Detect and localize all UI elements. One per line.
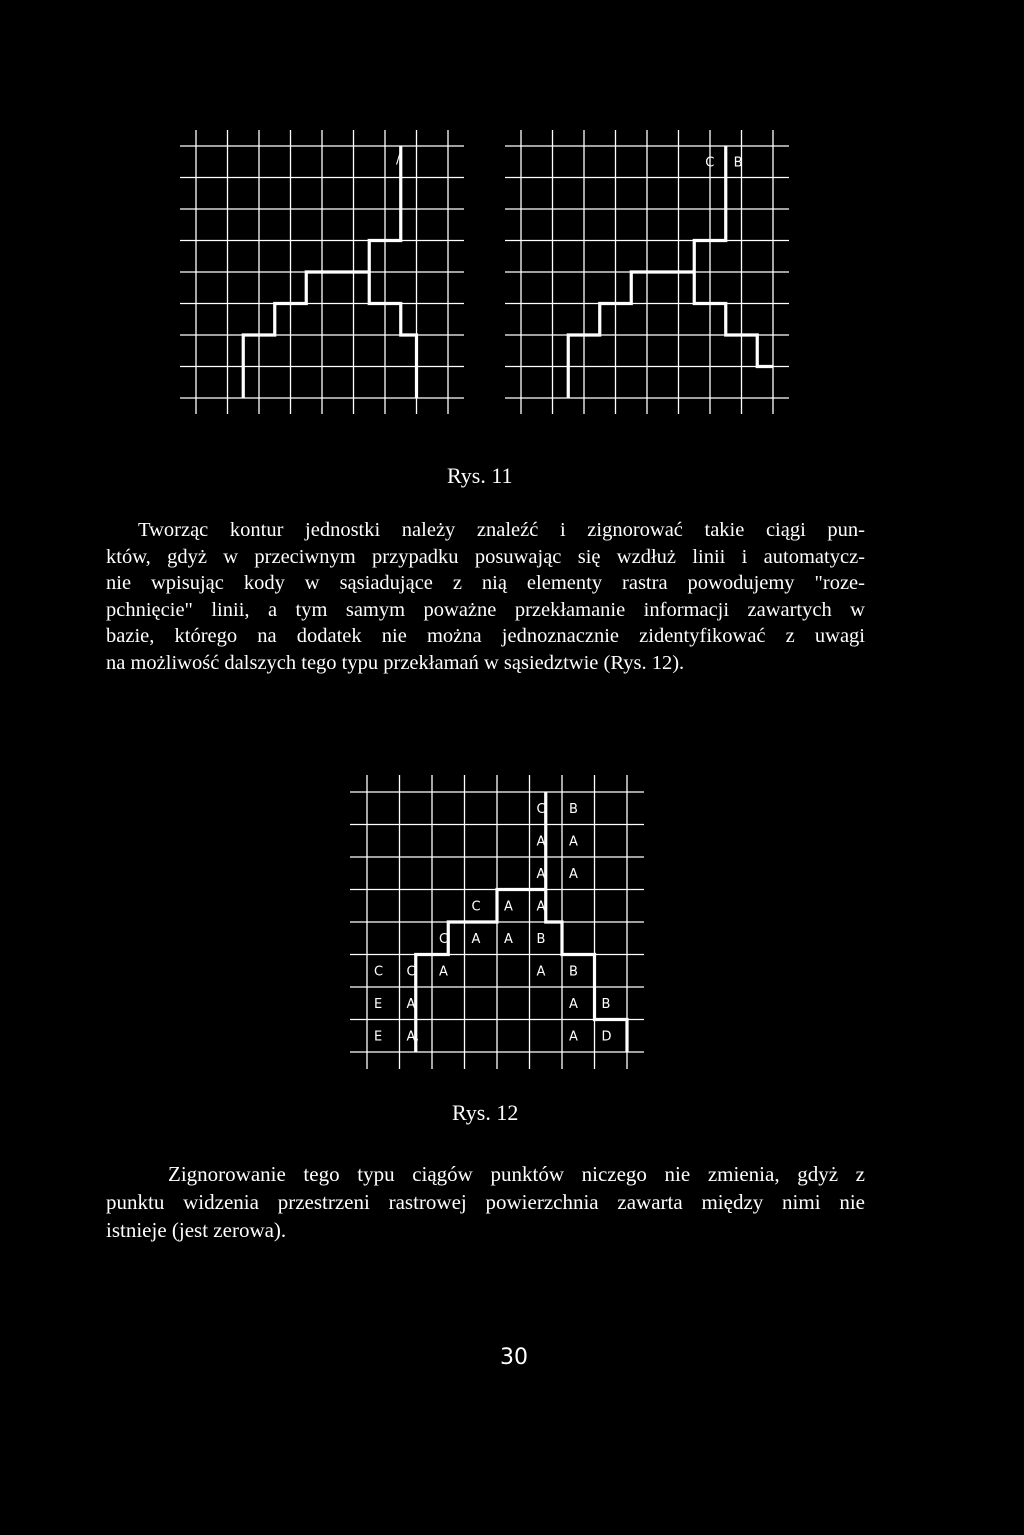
figure-12-grid [350,775,645,1070]
cell-code-label: A [569,1029,578,1045]
cell-code-label: E [374,997,383,1012]
figure-12-caption: Rys. 12 [452,1100,519,1125]
paragraph-1-line: któw, gdyż w przeciwnym przypadku posuwając się wzdłuż linii i automatycz- [106,545,865,568]
paragraph-2-line: punktu widzenia przestrzeni rastrowej powierzchnia zawarta między nimi nie [106,1190,865,1214]
paragraph-1-line: nie wpisując kody w sąsiadujące z nią elementy rastra powodujemy "roze- [106,572,865,594]
figure-11-right-grid-svg [505,130,790,415]
cell-code-label: E [374,1029,383,1045]
cell-code-label: C [374,964,384,980]
cell-code-label: D [601,1029,612,1045]
cell-code-label: A [504,932,513,947]
paragraph-2 [106,1160,865,1244]
cell-code-label: A [569,997,578,1012]
contour-line [694,146,773,367]
cell-label: B [733,155,743,171]
cell-code-label: C [439,932,449,947]
cell-code-label: C [406,964,416,980]
page-number: 30 [500,1345,528,1370]
paragraph-1 [106,517,865,676]
figure-11-left-grid-svg [180,130,465,415]
cell-code-label: A [439,964,448,980]
cell-label: C [705,155,715,171]
paragraph-2-line: Zignorowanie tego typu ciągów punktów niczego nie zmienia, gdyż z [168,1162,865,1186]
cell-code-label: A [569,867,578,882]
paragraph-1-line: Tworząc kontur jednostki należy znaleźć i zignorować takie ciągi pun- [138,519,865,541]
cell-code-label: A [536,899,546,915]
slash-label: / [396,152,401,168]
cell-code-label: B [601,997,611,1012]
cell-code-label: B [569,802,578,817]
paragraph-2-line: istnieje (jest zerowa). [106,1218,287,1242]
figure-11-left-grid [180,130,465,415]
cell-code-label: C [536,802,546,817]
cell-code-label: B [569,964,578,980]
figure-12-grid-svg [350,775,645,1070]
cell-code-label: A [569,834,578,850]
contour-line [416,890,546,1053]
paragraph-1-line: na możliwość dalszych tego typu przekłamań w sąsiedztwie (Rys. 12). [106,651,685,674]
cell-code-label: C [471,899,481,915]
cell-code-label: A [536,834,546,850]
cell-code-label: A [471,932,481,947]
paragraph-1-line: bazie, którego na dodatek nie można jednoznacznie zidentyfikować z uwagi [106,625,865,647]
cell-code-label: A [504,899,513,915]
paragraph-1-line: pchnięcie" linii, a tym samym poważne przekłamanie informacji zawartych w [106,598,865,621]
figure-11-caption: Rys. 11 [447,463,513,488]
cell-code-label: A [536,964,546,980]
figure-11-right-grid [505,130,790,415]
cell-code-label: A [406,997,416,1012]
cell-code-label: B [536,932,546,947]
cell-code-label: A. [406,1029,420,1045]
cell-code-label: A [536,867,546,882]
